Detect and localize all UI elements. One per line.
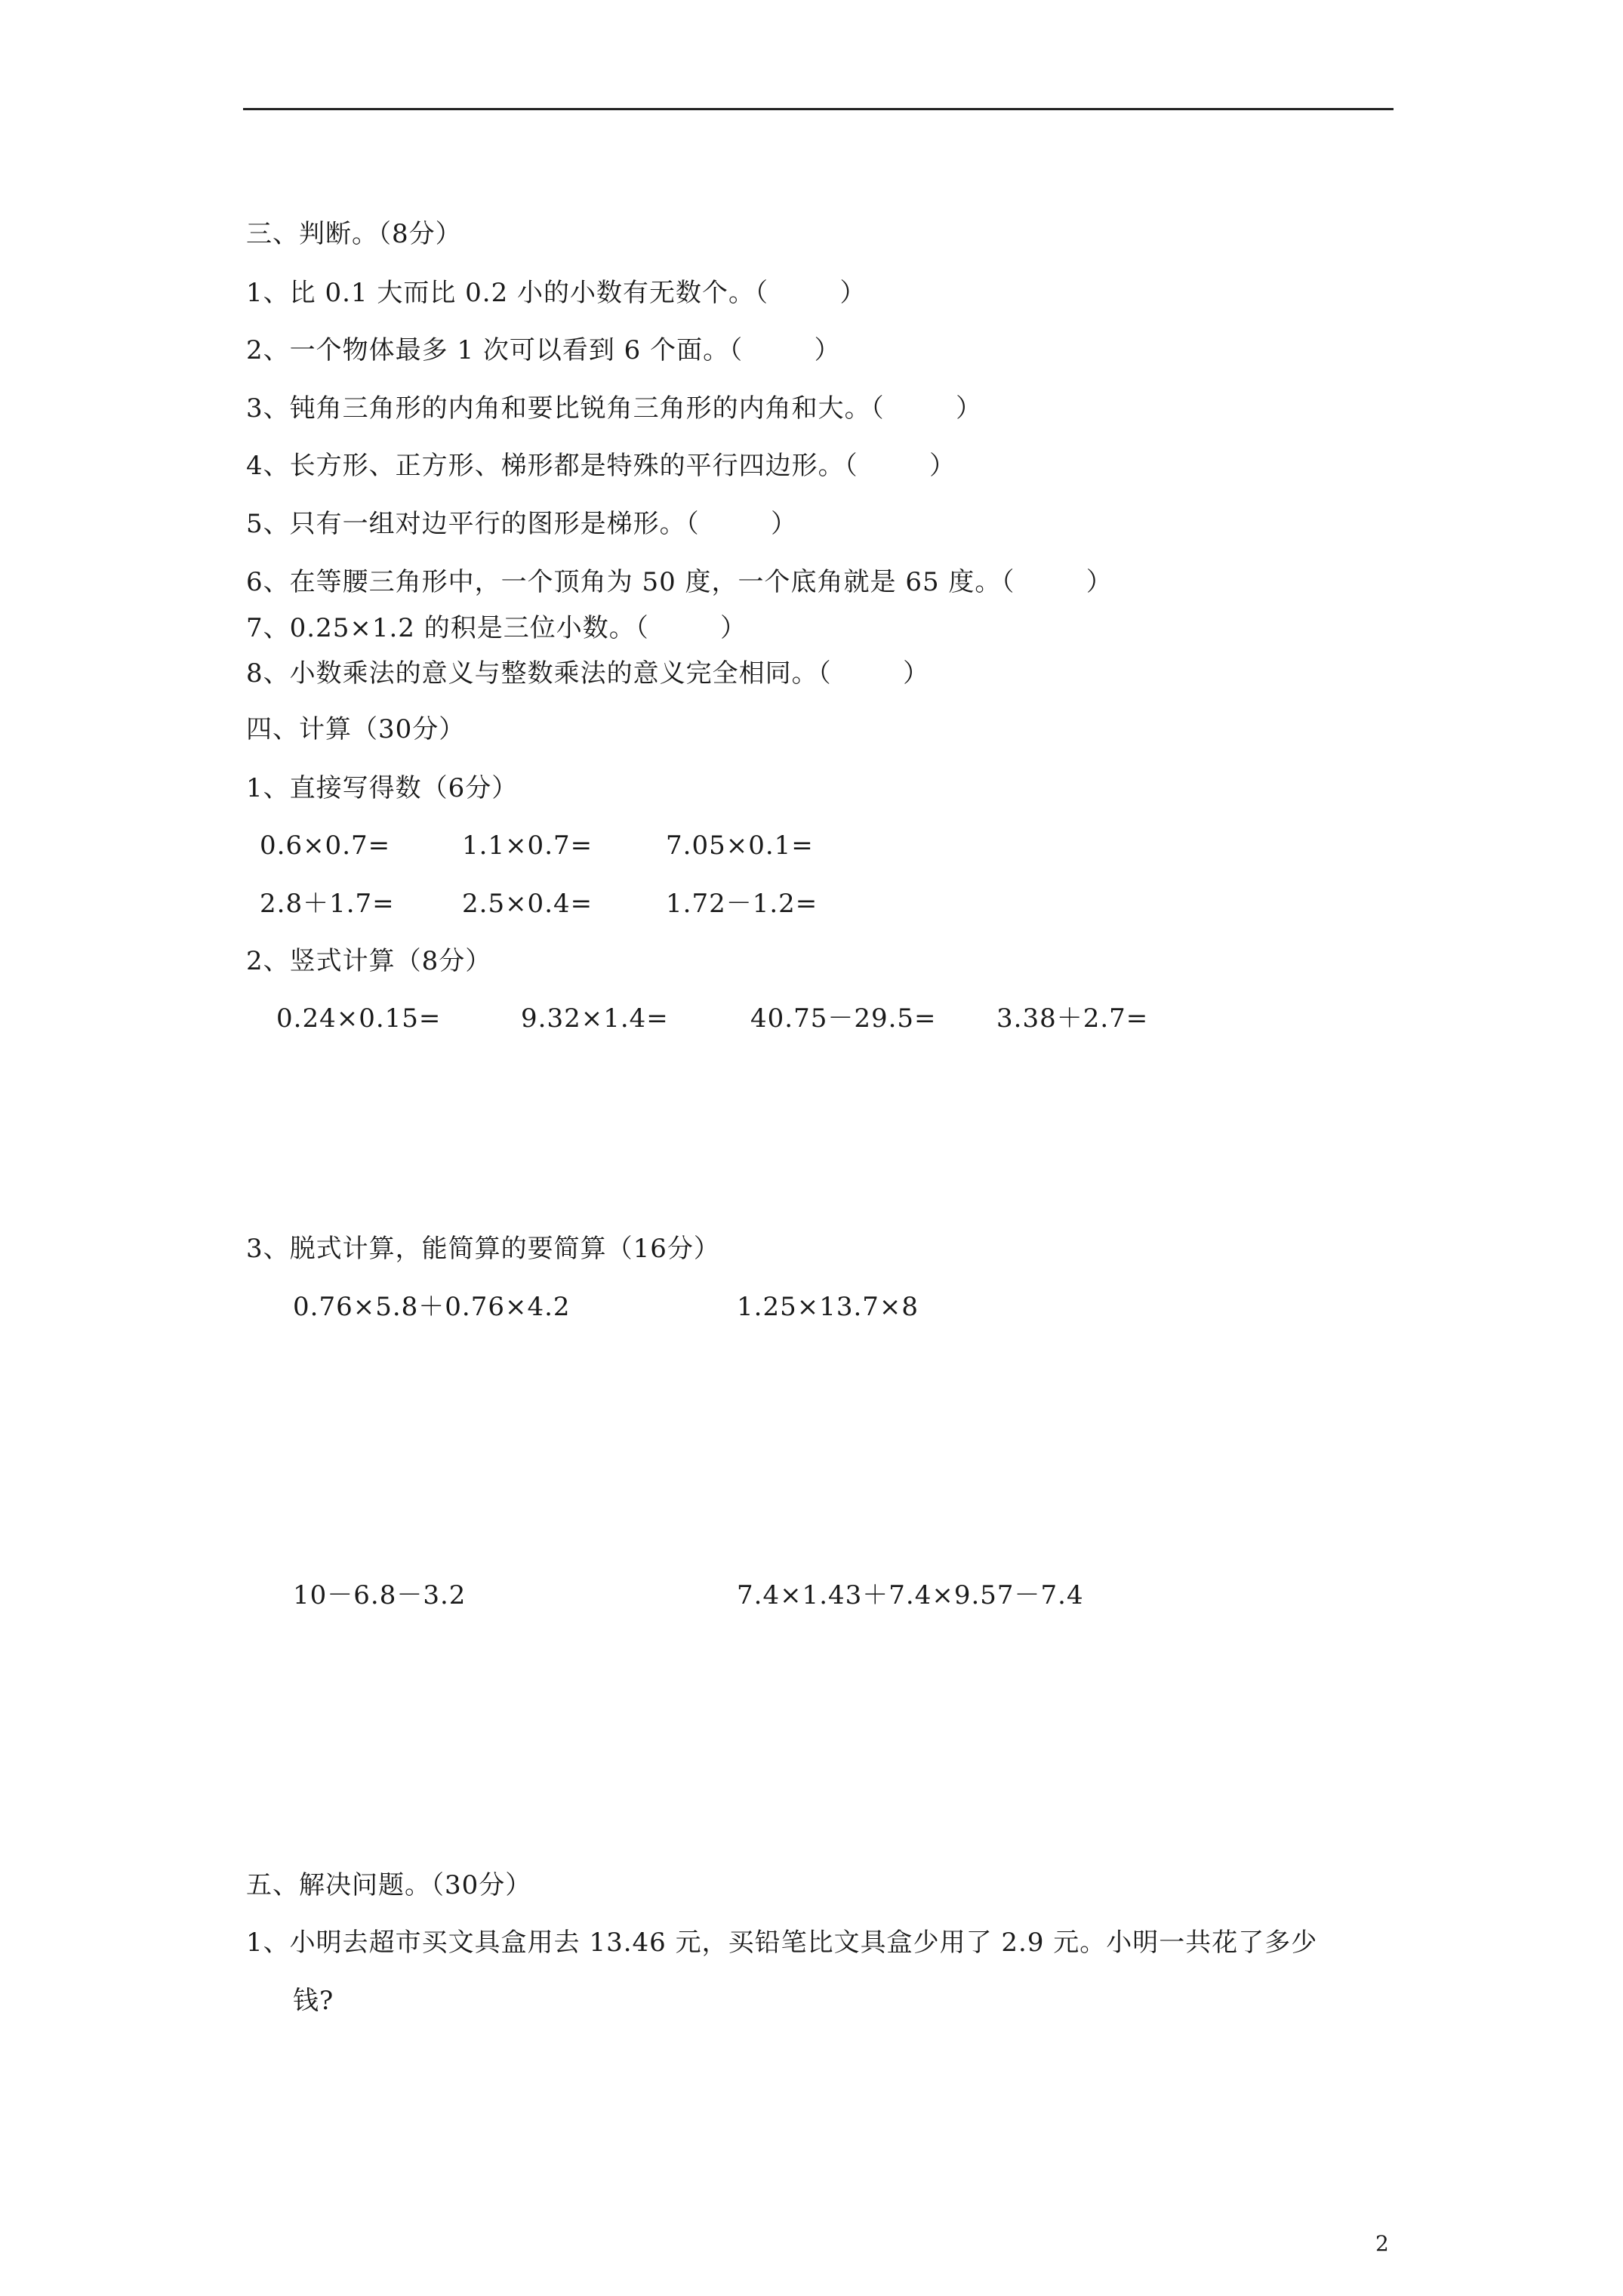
mental-calc-5: 2.5×0.4= xyxy=(462,889,593,919)
judgement-item-1: 1、比 0.1 大而比 0.2 小的小数有无数个。（ ） xyxy=(246,278,867,308)
stepwise-calc-4: 7.4×1.43＋7.4×9.57－7.4 xyxy=(737,1580,1084,1610)
mental-calc-3: 7.05×0.1= xyxy=(666,831,814,861)
part-3-heading: 3、脱式计算，能简算的要简算（16分） xyxy=(246,1234,720,1264)
stepwise-calc-1: 0.76×5.8＋0.76×4.2 xyxy=(293,1292,571,1322)
vertical-calc-2: 9.32×1.4= xyxy=(521,1003,669,1034)
judgement-item-6: 6、在等腰三角形中，一个顶角为 50 度，一个底角就是 65 度。（ ） xyxy=(246,567,1113,597)
page-number: 2 xyxy=(1375,2231,1389,2256)
mental-calc-4: 2.8＋1.7= xyxy=(260,889,395,919)
header-rule xyxy=(243,108,1394,110)
section-4-heading: 四、计算（30分） xyxy=(246,714,466,744)
vertical-calc-1: 0.24×0.15= xyxy=(276,1003,442,1034)
stepwise-calc-3: 10－6.8－3.2 xyxy=(293,1580,467,1610)
vertical-calc-4: 3.38＋2.7= xyxy=(996,1003,1149,1034)
judgement-item-2: 2、一个物体最多 1 次可以看到 6 个面。（ ） xyxy=(246,335,841,365)
part-1-heading: 1、直接写得数（6分） xyxy=(246,773,519,803)
judgement-item-8: 8、小数乘法的意义与整数乘法的意义完全相同。（ ） xyxy=(246,658,930,689)
judgement-item-4: 4、长方形、正方形、梯形都是特殊的平行四边形。（ ） xyxy=(246,451,956,481)
judgement-item-5: 5、只有一组对边平行的图形是梯形。（ ） xyxy=(246,509,798,539)
problem-1-line-2: 钱? xyxy=(293,1986,334,2016)
mental-calc-2: 1.1×0.7= xyxy=(462,831,593,861)
vertical-calc-3: 40.75－29.5= xyxy=(750,1003,937,1034)
problem-1-line-1: 1、小明去超市买文具盒用去 13.46 元，买铅笔比文具盒少用了 2.9 元。小明一共花了多少 xyxy=(246,1928,1318,1958)
part-2-heading: 2、竖式计算（8分） xyxy=(246,946,492,976)
section-5-heading: 五、解决问题。（30分） xyxy=(246,1870,532,1900)
stepwise-calc-2: 1.25×13.7×8 xyxy=(737,1292,919,1322)
judgement-item-7: 7、0.25×1.2 的积是三位小数。（ ） xyxy=(246,613,747,643)
section-3-heading: 三、判断。（8分） xyxy=(246,219,462,249)
judgement-item-3: 3、钝角三角形的内角和要比锐角三角形的内角和大。（ ） xyxy=(246,393,983,424)
mental-calc-6: 1.72－1.2= xyxy=(666,889,818,919)
mental-calc-1: 0.6×0.7= xyxy=(260,831,391,861)
